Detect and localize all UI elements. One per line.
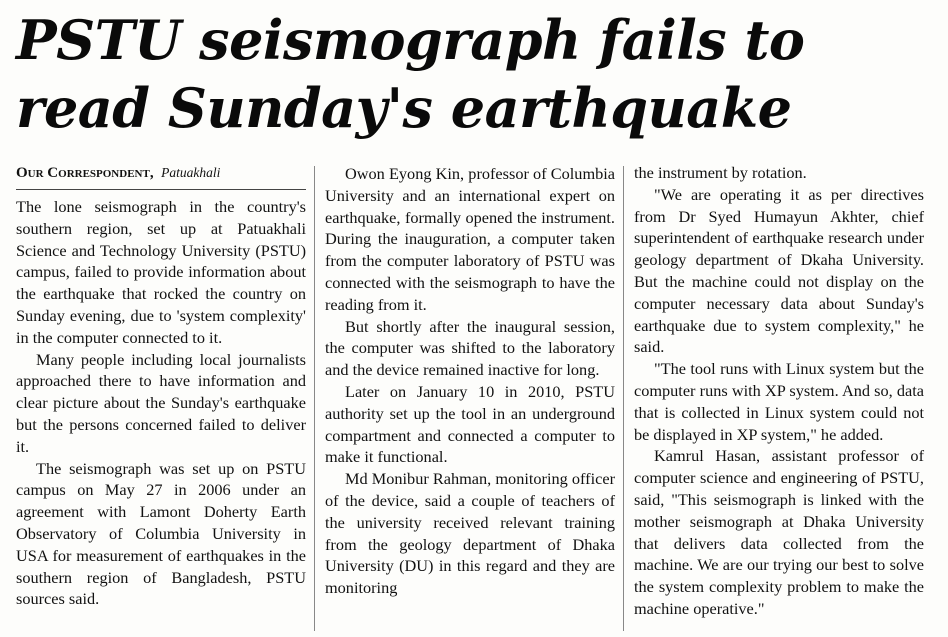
paragraph: "The tool runs with Linux system but the computer runs with XP system. And so, data that is collected in Linux system could not be displayed in XP system," he added. — [634, 359, 924, 444]
column-divider — [314, 166, 315, 631]
column-divider — [623, 166, 624, 631]
byline-location: Patuakhali — [161, 165, 221, 180]
byline-author: Our Correspondent, — [16, 165, 154, 181]
article-column-2 — [325, 163, 615, 599]
paragraph: The lone seismograph in the country's southern region, set up at Patuakhali Science and Technology University (PSTU) campus, failed to provide information about the earthquake that rocked the country on Sunday evening, due to 'system complexity' in the computer connected to it. — [16, 197, 306, 347]
paragraph: Later on January 10 in 2010, PSTU authority set up the tool in an underground compartment and connected a computer to make it functional. — [325, 381, 615, 467]
paragraph: Md Monibur Rahman, monitoring officer of the device, said a couple of teachers of the university received relevant training from the geology department of Dhaka University (DU) in this regard and they are monitoring — [325, 469, 615, 598]
paragraph: Kamrul Hasan, assistant professor of computer science and engineering of PSTU, said, "This seismograph is linked with the mother seismograph at Dhaka University that delivers data collected from the machine. We are our trying our best to solve the system complexity problem to make the machine operative." — [634, 446, 924, 618]
paragraph: "We are operating it as per directives from Dr Syed Humayun Akhter, chief superintendent of earthquake research under geology department of Dkaha University. But the machine could not display on the computer necessary data about Sunday's earthquake due to system complexity," he said. — [634, 184, 924, 357]
paragraph: Many people including local journalists approached there to have information and clear picture about the Sunday's earthquake but the persons concerned failed to deliver it. — [16, 349, 306, 456]
paragraph: The seismograph was set up on PSTU campus on May 27 in 2006 under an agreement with Lamont Doherty Earth Observatory of Columbia University in USA for measurement of earthquakes in the southern region of Bangladesh, PSTU sources said. — [16, 458, 306, 609]
paragraph: Owon Eyong Kin, professor of Columbia University and an international expert on earthquake, formally opened the instrument. During the inauguration, a computer taken from the computer laboratory of PSTU was connected with the seismograph to have the reading from it. — [325, 164, 615, 314]
paragraph: But shortly after the inaugural session, the computer was shifted to the laboratory and the device remained inactive for long. — [325, 316, 615, 380]
byline — [16, 162, 306, 190]
paragraph: the instrument by rotation. — [634, 163, 807, 182]
article-column-1 — [16, 162, 306, 610]
article-column-3 — [634, 162, 924, 620]
headline: PSTU seismograph fails to read Sunday's earthquake — [16, 8, 805, 140]
